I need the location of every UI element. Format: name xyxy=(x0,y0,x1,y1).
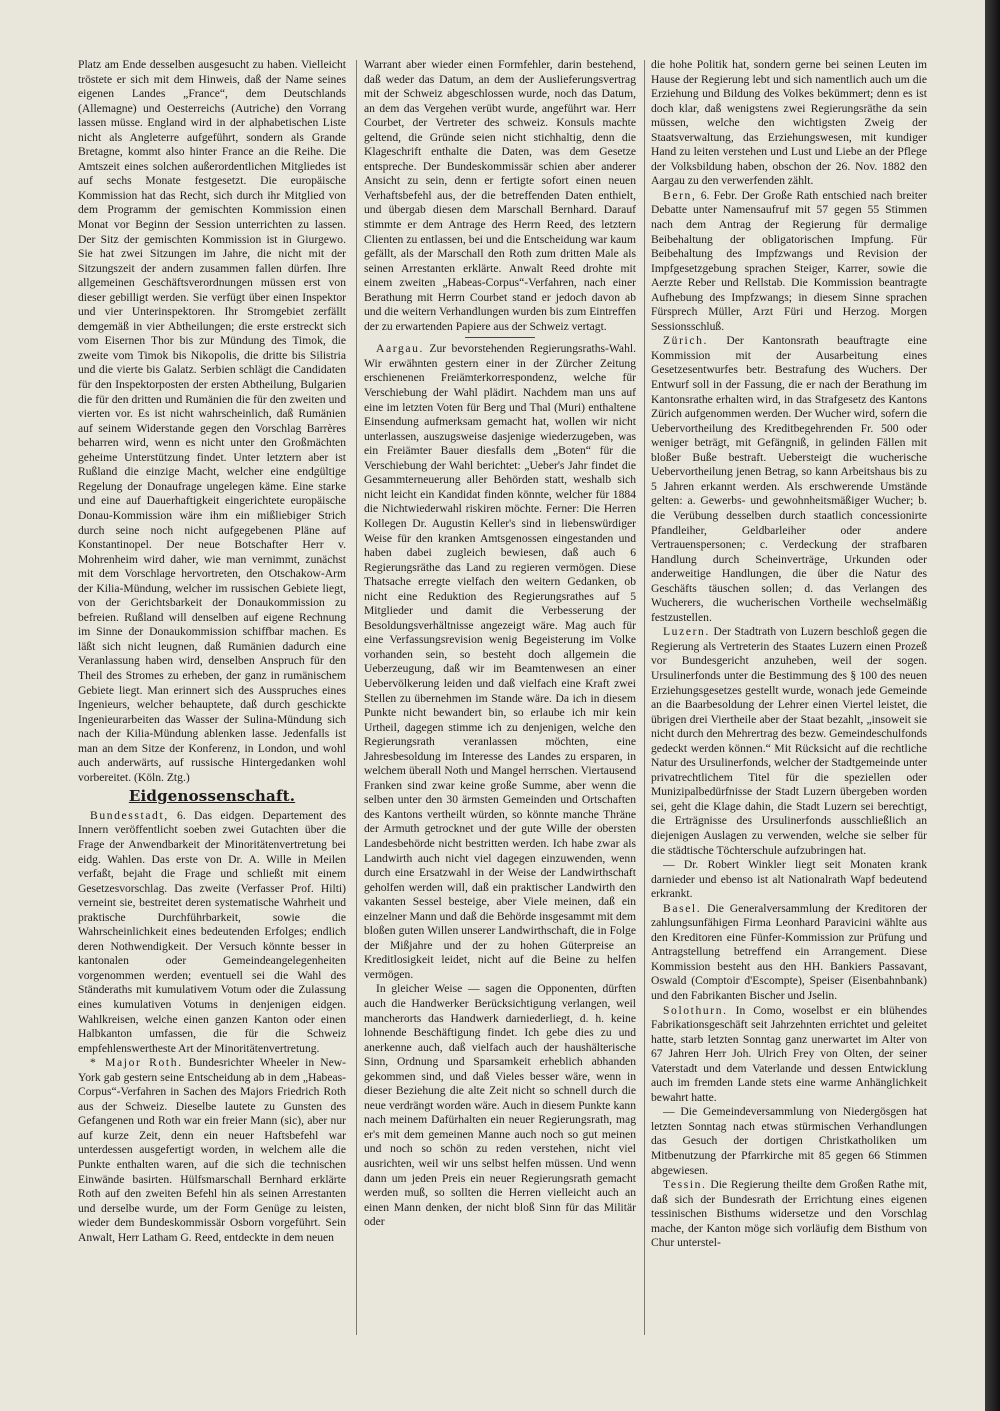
dateline-bundesstadt: Bundesstadt, xyxy=(90,808,169,822)
section-heading: Eidgenossenschaft. xyxy=(128,787,296,806)
article-solothurn xyxy=(651,1004,927,1106)
dateline-bern: Bern, xyxy=(663,188,697,202)
column-1 xyxy=(78,58,346,1245)
article-zuerich-body: Der Kantonsrath beauftragte eine Kommission mit der Ausarbeitung eines Gesetzesentwurfes betr. Bestrafung des Wuchers. Der Entwurf soll in der Fassung, die er nach der Berathung im Kantonsrathe erhalten wird, in das Strafgesetz des Kantons Zürich aufgenommen werden. Der Wucher wird, sofern die Uebervortheilung des Kreditbegehrenden Fr. 500 oder weniger beträgt, mit Gefängniß, in gelinden Fällen mit bloßer Buße bestraft. Uebersteigt die wucherische Uebervortheilung jenen Betrag, so kann Arbeitshaus bis zu 5 Jahren erkannt werden. Als erschwerende Umstände gelten: a. Gewerbs- und gewohnheitsmäßiger Wucher; b. die Verübung desselben durch staatlich concessionirte Pfandleiher, Geldbarleiher oder andere Vertrauenspersonen; c. Verdeckung der strafbaren Handlung durch Scheinverträge, Urkunden oder anderweitige Handlungen, die über die Natur des Geschäfts täuschen sollen; d. das Verlangen des Wucherers, die wucherischen Vortheile wechselmäßig festzustellen. xyxy=(651,334,927,624)
article-major-roth xyxy=(78,1056,346,1245)
column-divider xyxy=(356,60,357,1335)
article-roth-continued: Warrant aber wieder einen Formfehler, darin bestehend, daß weder das Datum, an dem der Auslieferungsvertrag mit der Schweiz abgeschlossen wurde, noch das Datum, an dem das Vergehen verübt wurde, angeführt war. Herr Courbet, der Vertreter des schweiz. Konsuls machte geltend, die Gründe seien nicht stichhaltig, denn die Klageschrift enthalte die Daten, was dem Gesetze entspreche. Der Bundeskommissär schien aber anderer Ansicht zu sein, denn er fertigte sofort einen neuen Verhaftsbefehl aus, der die betreffenden Daten enthielt, und übergab diesen dem Marschall Bernhard. Darauf stimmte er dem Antrage des Herrn Reed, des letztern Clienten zu entlassen, bei und die Entscheidung war kaum gefällt, als der Marschall den Roth zum dritten Male als seinen Arrestanten erklärte. Anwalt Reed drohte mit einem zweiten „Habeas-Corpus“-Verfahren, nach einer Berathung mit Herrn Courbet stand er jedoch davon ab und die weitern Verhandlungen wurden bis zum Eintreffen der zu erwartenden Papiere aus der Schweiz vertagt. xyxy=(364,58,636,333)
article-tessin-body: Die Regierung theilte dem Großen Rathe mit, daß sich der Bundesrath der Errichtung eines eigenen tessinischen Bisthums widersetze und den Vorschlag mache, der Kanton möge sich vorläufig dem Bisthum von Chur unterstel- xyxy=(651,1178,927,1250)
article-tessin xyxy=(651,1178,927,1251)
article-zuerich xyxy=(651,334,927,625)
column-divider xyxy=(644,60,645,1335)
article-separator xyxy=(465,337,535,338)
dateline-luzern: Luzern. xyxy=(663,625,710,639)
article-bundesstadt-body: 6. Das eidgen. Departement des Innern veröffentlicht soeben zwei Gutachten über die Frage der Anwendbarkeit der Minoritätenvertretung bei eidg. Wahlen. Das erste von Dr. A. Wille in Meilen verfaßt, bejaht die Frage und schließt mit einem Gesetzesvorschlag. Das zweite (Verfasser Prof. Hilti) verneint sie, bestreitet deren systematische Wahrheit und praktische Durchführbarkeit, sowie die Wahrscheinlichkeit eines bedeutenden Erfolges; endlich deren Nothwendigkeit. Der Versuch könnte besser in kantonalen oder Gemeindeangelegenheiten vorgenommen werden; eventuell sei die Wahl des Ständeraths mit kumulativem Votum oder die Zulassung eines kumulativen Votums in denjenigen eidgen. Wahlkreisen, welche einen ganzen Kanton oder einen Halbkanton umfassen, die für die Schweiz empfehlenswertheste Art der Minoritätenvertretung. xyxy=(78,808,346,1055)
article-solothurn-body: In Como, woselbst er ein blühendes Fabrikationsgeschäft seit Jahrzehnten errichtet und geleitet hatte, starb letzten Sonntag ganz unerwartet im Alter von 67 Jahren Herr Joh. Ulrich Frey von Olten, der seiner Vaterstadt und dem Vaterlande und dessen Entwicklung auch im fremden Lande stets eine warme Anhänglichkeit bewahrt hatte. xyxy=(651,1003,927,1104)
article-aargau xyxy=(364,342,636,982)
article-aargau-body: Zur bevorstehenden Regierungsraths-Wahl. Wir erwähnten gestern einer in der Zürcher Zeitung erschienenen Freiämterkorrespondenz, welche für Verschiebung der Wahl plädirt. Nachdem man uns auf eine im letzten Voten für Berg und Thal (Muri) enthaltene Einsendung aufmerksam gemacht hat, wollen wir nicht unterlassen, auszugsweise dasjenige wiederzugeben, was ein Freiämter Bauer diesfalls dem „Boten“ für die Verschiebung der Wahl berichtet: „Ueber's Jahr findet die Gesammterneuerung aller Behörden statt, weshalb sich nicht leicht ein Kandidat finden könnte, welcher für 1884 die Nichtwiederwahl riskiren möchte. Ferner: Die Herren Kollegen Dr. Augustin Keller's sind in liebenswürdiger Weise für den kranken Amtsgenossen eingestanden und haben dabei zugleich bewiesen, daß auch 6 Regierungsräthe das Land zu regieren vermögen. Diese Thatsache erregte vielfach den weitern Gedanken, ob nicht eine Reduktion des Regierungsrathes auf 5 Mitglieder und damit die Verbesserung der Besoldungsverhältnisse angezeigt wäre. Mag auch für eine Verfassungsrevision wenig Begeisterung im Volke vorhanden sein, so besteht doch allgemein die Ueberzeugung, daß wir im Beamtenwesen an einer Uebervölkerung leiden und daß vielfach eine Kraft zwei Stellen zu übernehmen im Stande wäre. Da ich in diesem Punkte nicht bewandert bin, so erlaube ich mir kein Urtheil, dagegen stimme ich zu denjenigen, welche den Regierungsrath veranlassen möchten, eine Jahresbesoldung im Interesse des Landes zu ersparen, in welchem überall Noth und Mangel herrschen. Viertausend Franken sind zwar keine große Summe, aber wenn die selben unter den 30 ärmsten Gemeinden und Ortschaften des Kantons vertheilt würden, so könnte manche Thräne der Armuth getrocknet und der gute Wille der obersten Landesbehörde nicht bestritten werden. Ich habe zwar als Landwirth auch nicht viel dagegen einzuwenden, wenn durch eine Ersatzwahl in der Weise der Landwirthschaft geholfen werden will, daß ein praktischer Landwirth den vakanten Sessel besteige, aber Viele meinen, daß ein einzelner Mann und daß die Behörde insgesammt mit dem bloßen guten Willen unserer Landwirthschaft, die in Folge der Mißjahre und der zu hohen Güterpreise an Kreditlosigkeit leidet, nicht auf die Beine zu helfen vermögen. xyxy=(364,342,636,981)
article-bern-body: 6. Febr. Der Große Rath entschied nach breiter Debatte unter Namensaufruf mit 57 gegen 55 Stimmen nach dem Antrag der Regierung für dermalige Beibehaltung der obligatorischen Impfung. Für Beibehaltung des Impfzwangs und Revision der Impfgesetzgebung sprachen Steiger, Karrer, sowie die Aerzte Reber und Rellstab. Die Kommission beantragte Aufhebung des Impfzwangs; in diesem Sinne sprachen Fürsprech Müller, Arzt Füri und Herzog. Morgen Sessionsschluß. xyxy=(651,188,927,333)
column-2 xyxy=(364,58,636,1230)
article-luzern xyxy=(651,625,927,858)
article-aargau-end: die hohe Politik hat, sondern gerne bei seinen Leuten im Hause der Regierung lebt und sich namentlich auch um die Erziehung und Bildung des Volkes bekümmert; denn es ist doch klar, daß wenigstens zwei Regierungsräthe da sein müssen, welche den wichtigsten Zweig der Staatsverwaltung, das Erziehungswesen, mit kundiger Hand zu leiten verstehen und Lust und Liebe an der Pflege der Volksbildung haben, obschon der 26. Nov. 1882 den Aargau zu den verwerfenden zählt. xyxy=(651,58,927,188)
dateline-zuerich: Zürich. xyxy=(663,334,709,348)
article-bundesstadt xyxy=(78,809,346,1056)
page-edge-shadow xyxy=(985,0,1000,1411)
dateline-basel: Basel. xyxy=(663,901,702,915)
dateline-solothurn: Solothurn. xyxy=(663,1003,728,1017)
article-niedergoesgen: — Die Gemeindeversammlung von Niedergösgen hat letzten Sonntag nach etwas stürmischen Verhandlungen das Gesuch der dortigen Christkatholiken um Mitbenutzung der Pfarrkirche mit 85 gegen 66 Stimmen abgewiesen. xyxy=(651,1105,927,1177)
article-major-roth-body: Bundesrichter Wheeler in New-York gab gestern seine Entscheidung ab in dem „Habeas-Corpus“-Verfahren in Sachen des Majors Friedrich Roth aus der Schweiz. Dieselbe lautete zu Gunsten des Gefangenen und Roth war ein freier Mann (sic), aber nur auf kurze Zeit, denn ein neuer Haftsbefehl war unterdessen ausgefertigt worden, in welchem alle die Punkte enthalten waren, auf die sich die technischen Einwände basirten. Hülfsmarschall Bernhard erklärte Roth auf den zweiten Befehl hin als seinen Arrestanten und derselbe wurde, um der Form Genüge zu leisten, wieder dem Bundeskommissär Osborn vorgeführt. Sein Anwalt, Herr Latham G. Reed, entdeckte in dem neuen xyxy=(78,1056,346,1244)
article-winkler: — Dr. Robert Winkler liegt seit Monaten krank darnieder und ebenso ist alt Nationalrath Wapf bedeutend erkrankt. xyxy=(651,858,927,901)
article-bern xyxy=(651,189,927,334)
column-3 xyxy=(651,58,927,1251)
article-luzern-body: Der Stadtrath von Luzern beschloß gegen die Regierung als Vertreterin des Staates Luzern einen Prozeß vor Bundesgericht anzuheben, weil der sogen. Ursulinerfonds unter die Bestimmung des § 100 des neuen Erziehungsgesetzes gestellt wurde, wonach jede Gemeinde an die Baarbesoldung der Lehrer einen Viertel leistet, die übrigen drei Viertheile aber der Staat bezahlt, „insoweit sie nicht durch den Mehrertrag des bezw. Gemeindeschulfonds gedeckt werden können.“ Mit Rücksicht auf die rechtliche Natur des Ursulinerfonds, welcher der Stadtgemeinde unter privatrechtlichem Titel für die speziellen oder Munizipalbedürfnisse der Stadt Luzern übergeben worden sei, geht die Klage dahin, die Stadt Luzern sei berechtigt, die Erträgnisse des Ursulinerfonds ausschließlich an diejenigen Auslagen zu verwenden, welche sie selber für die städtische Töchterschule aufzubringen hat. xyxy=(651,625,927,857)
article-danube-commission: Platz am Ende desselben ausgesucht zu haben. Vielleicht tröstete er sich mit dem Hinweis, daß der Name seines eigenen Landes „France“, dem Deutschlands (Allemagne) und Oesterreichs (Autriche) den Vorrang lassen müsse. England wird in der alphabetischen Liste nicht als Angleterre aufgeführt, sondern als Grande Bretagne, kommt also hinter France an die Reihe. Die Amtszeit eines solchen außerordentlichen Mitgliedes ist auf sechs Monate festgesetzt. Die europäische Kommission hat das Recht, sich durch ihr Mitglied von dem Programm der gemischten Kommission einen Monat vor Beginn der Session unterrichten zu lassen. Der Sitz der gemischten Kommission ist in Giurgewo. Sie hat zwei Sitzungen im Jahre, die nicht mit der Sitzungszeit der andern zusammen fallen dürfen. Ihre allgemeinen Geschäftsverordnungen müssen erst von dieser gebilligt werden. Sie verfügt über einen Inspektor und vier Unterinspektoren. Ihr Stromgebiet zerfällt demgemäß in vier Abtheilungen; die erste erstreckt sich vom Eisernen Thor bis zur Mündung des Timok, die zweite vom Timok bis Nikopolis, die dritte bis Silistria und die vierte bis Galatz. Serbien schlägt die Candidaten für den Inspektorposten der ersten Abtheilung, Bulgarien die für den dritten und Rumänien die für den zweiten und vierten vor. Es ist nicht wahrscheinlich, daß Rumänien auf seinem Widerstande gegen den Vorschlag Barrères beharren wird, wenn es nicht unter den Großmächten geheime Unterstützung findet. Unter letztern aber ist Rußland die einzige Macht, welcher eine endgültige Regelung der Donaufrage ungelegen käme. Eine starke und eine auf Dauerhaftigkeit eingerichtete europäische Donau-Kommission wäre ihm ein mißliebiger Strich durch seine noch nicht aufgegebenen Pläne auf Konstantinopel. Der neue Botschafter Herr v. Mohrenheim wird daher, wie man vernimmt, zunächst mit dem Vorschlage hervortreten, den Otschakow-Arm der Kilia-Mündung, welcher im russischen Gebiete liegt, von der Gerichtsbarkeit der Donaukommission zu befreien. Rußland will denselben auf eigene Rechnung im Sinne der Donaukommission schiffbar machen. Es läßt sich nicht leugnen, daß Rumänien dadurch eine Veranlassung haben wird, denselben Anspruch für den Theil des Stromes zu erheben, der ganz in rumänischem Gebiete liegt. Man erinnert sich des Ausspruches eines Ingenieurs, welcher behauptete, daß durch geschickte Ingenieurarbeiten das Wasser der Sulina-Mündung sich nach der Kilia-Mündung ablenken lasse. Jedenfalls ist man an dem Sitze der Konferenz, in London, und wohl auch anderwärts, auf russische Hintergedanken wohl vorbereitet. (Köln. Ztg.) xyxy=(78,58,346,784)
dateline-major-roth: * Major Roth. xyxy=(90,1056,183,1070)
article-aargau-continued: In gleicher Weise — sagen die Opponenten, dürften auch die Handwerker Berücksichtigung verlangen, weil mancherorts das Handwerk darniederliegt, d. h. keine lohnende Beschäftigung findet. Ich gebe dies zu und anerkenne auch, daß vielfach auch der haushälterische Sinn, Ordnung und Sparsamkeit erheblich abhanden gekommen sind, und daß Vieles besser wäre, wenn in dieser Beziehung die alte Zeit nicht so schnell durch die neue verdrängt worden wäre. Auch in diesem Punkte kann nach meinem Dafürhalten ein neuer Regierungsrath, mag er's mit dem gemeinen Manne auch noch so gut meinen und noch so schön zu reden verstehen, nicht viel ausrichten, weil wir uns selbst helfen müssen. Und wenn dann um jeden Preis ein neuer Regierungsrath gemacht werden muß, so sollten die Herren vielleicht auch an einen Mann denken, der nicht bloß Sinn für das Militär oder xyxy=(364,982,636,1229)
dateline-aargau: Aargau. xyxy=(376,342,425,356)
dateline-tessin: Tessin. xyxy=(663,1178,707,1192)
article-basel-body: Die Generalversammlung der Kreditoren der zahlungsunfähigen Firma Leonhard Paravicini wählte aus den Kreditoren eine Fünfer-Kommission zur Prüfung und Antragstellung betreffend ein Arrangement. Diese Kommission besteht aus den HH. Bankiers Passavant, Oswald (Comptoir d'Escompte), Speiser (Eisenbahnbank) und den Fabrikanten Bischer und Jselin. xyxy=(651,901,927,1002)
article-basel xyxy=(651,902,927,1004)
